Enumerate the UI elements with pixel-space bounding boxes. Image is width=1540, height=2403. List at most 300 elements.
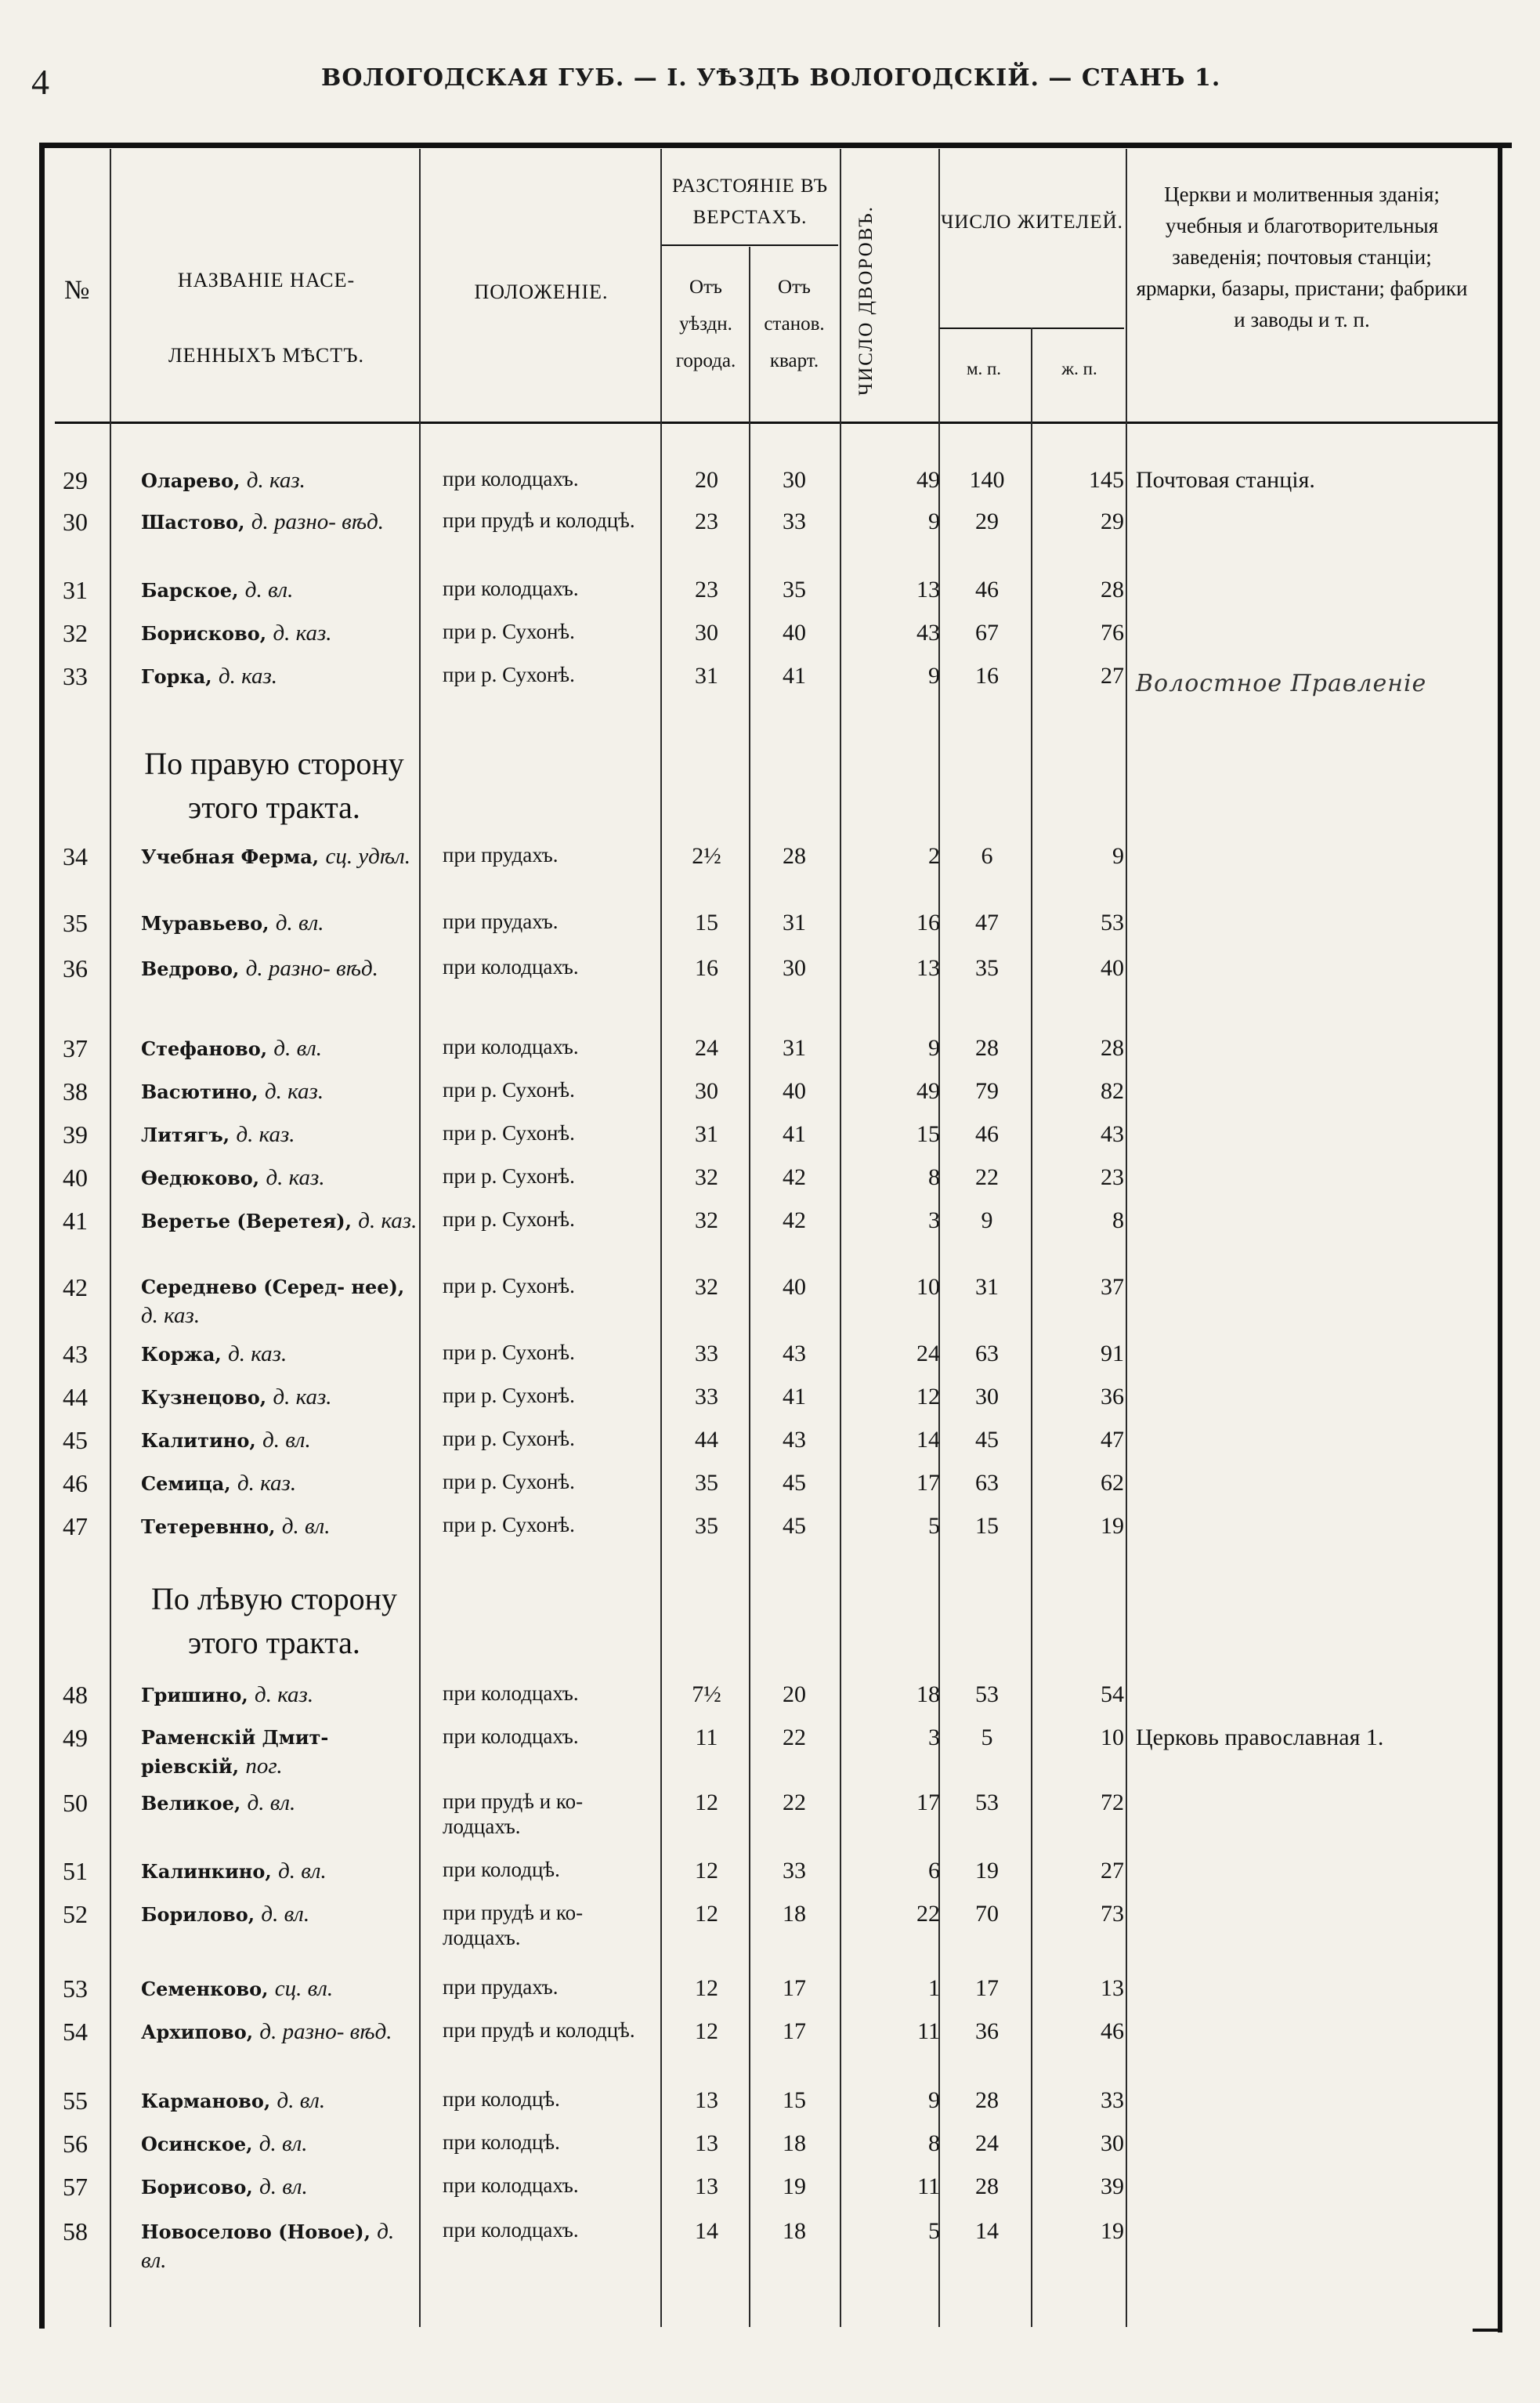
row-number: 33 (63, 662, 88, 690)
distance-rule (662, 244, 838, 246)
row-yards: 9 (928, 663, 940, 689)
row-position: при р. Сухонѣ. (443, 1274, 575, 1297)
row-from-town: 14 (695, 2218, 718, 2244)
row-number: 55 (63, 2086, 88, 2115)
row-male: 35 (975, 955, 999, 981)
row-from-quarter: 31 (783, 1035, 806, 1061)
row-male: 19 (975, 1858, 999, 1884)
row-number: 39 (63, 1120, 88, 1149)
table-row (0, 1512, 1540, 1559)
row-female: 19 (1101, 2218, 1124, 2244)
row-name-text: Осинское, (141, 2133, 259, 2155)
row-kind: д. каз. (255, 1682, 314, 1707)
row-position: при р. Сухонѣ. (443, 1427, 575, 1450)
row-male: 28 (975, 2087, 999, 2113)
row-yards: 5 (928, 1513, 940, 1539)
row-kind: сц. вл. (274, 1976, 334, 2001)
column-header-yards: ЧИСЛО ДВОРОВЪ. (855, 205, 877, 396)
table-row (0, 576, 1540, 623)
row-male: 5 (981, 1724, 993, 1750)
row-male: 47 (975, 910, 999, 936)
column-header-position: ПОЛОЖЕНIЕ. (474, 280, 609, 303)
table-row (0, 1724, 1540, 1779)
row-male: 22 (975, 1164, 999, 1190)
row-from-town: 20 (695, 467, 718, 493)
row-number: 36 (63, 954, 88, 983)
row-male: 14 (975, 2218, 999, 2244)
table-row (0, 1383, 1540, 1430)
row-yards: 15 (916, 1121, 940, 1147)
row-from-quarter: 20 (783, 1681, 806, 1707)
row-name (141, 1120, 419, 1149)
page-header (31, 61, 1535, 108)
row-number: 46 (63, 1469, 88, 1497)
row-from-town: 35 (695, 1513, 718, 1539)
row-yards: 11 (917, 2173, 940, 2199)
table-row (0, 1681, 1540, 1728)
row-female: 27 (1101, 1858, 1124, 1884)
row-position: при колодцѣ. (443, 1858, 560, 1881)
table-bottom-rule (1473, 2329, 1501, 2332)
table-row (0, 842, 1540, 889)
row-male: 29 (975, 508, 999, 534)
table-row (0, 1900, 1540, 1947)
row-number: 54 (63, 2018, 88, 2046)
column-header-male: м. п. (966, 359, 1002, 378)
row-name (141, 2086, 419, 2115)
row-name (141, 2217, 419, 2275)
row-male: 67 (975, 620, 999, 646)
row-from-town: 24 (695, 1035, 718, 1061)
row-kind: д. вл. (244, 577, 294, 603)
table-row (0, 1034, 1540, 1081)
row-name (141, 1077, 419, 1106)
row-female: 39 (1101, 2173, 1124, 2199)
row-female: 54 (1101, 1681, 1124, 1707)
row-from-town: 13 (695, 2087, 718, 2113)
row-yards: 14 (916, 1427, 940, 1453)
row-female: 40 (1101, 955, 1124, 981)
row-kind: пог. (245, 1753, 283, 1779)
row-female: 13 (1101, 1975, 1124, 2001)
row-from-town: 44 (695, 1427, 718, 1453)
row-male: 28 (975, 1035, 999, 1061)
row-yards: 17 (916, 1790, 940, 1815)
row-number: 53 (63, 1974, 88, 2003)
table-row (0, 2086, 1540, 2133)
row-female: 73 (1101, 1901, 1124, 1927)
row-number: 34 (63, 842, 88, 870)
row-from-quarter: 28 (783, 843, 806, 869)
row-position: при прудахъ. (443, 843, 559, 867)
row-male: 46 (975, 577, 999, 603)
table-row (0, 1340, 1540, 1387)
row-female: 91 (1101, 1341, 1124, 1366)
row-position: при колодцахъ. (443, 1724, 579, 1748)
row-name-text: Шастово, (141, 511, 251, 534)
row-kind: д. вл. (273, 1036, 323, 1061)
handwritten-note: Волостное Правленiе (1136, 670, 1427, 697)
row-from-town: 30 (695, 620, 718, 646)
row-from-quarter: 22 (783, 1790, 806, 1815)
row-kind: д. каз. (237, 1471, 297, 1496)
row-yards: 11 (917, 2018, 940, 2044)
row-from-quarter: 18 (783, 2130, 806, 2156)
row-from-quarter: 41 (783, 663, 806, 689)
row-yards: 24 (916, 1341, 940, 1366)
row-name-text: Архипово, (141, 2021, 260, 2043)
row-kind: д. каз. (265, 1079, 324, 1104)
row-yards: 8 (928, 1164, 940, 1190)
row-name-text: Новоселово (Новое), (141, 2220, 378, 2243)
row-kind: д. каз. (358, 1208, 418, 1233)
row-female: 23 (1101, 1164, 1124, 1190)
row-from-quarter: 35 (783, 577, 806, 603)
row-female: 30 (1101, 2130, 1124, 2156)
row-name (141, 842, 419, 871)
row-name (141, 954, 419, 983)
row-number: 29 (63, 466, 88, 494)
table-row (0, 2130, 1540, 2177)
table-row (0, 954, 1540, 1001)
row-from-town: 32 (695, 1164, 718, 1190)
column-header-distance: РАЗСТОЯНIЕ ВЪ ВЕРСТАХЪ. (671, 176, 829, 228)
row-male: 31 (975, 1274, 999, 1300)
row-yards: 49 (916, 1078, 940, 1104)
table-row (0, 1469, 1540, 1516)
row-from-town: 31 (695, 1121, 718, 1147)
row-female: 145 (1089, 467, 1124, 493)
row-from-quarter: 40 (783, 620, 806, 646)
row-name (141, 1273, 419, 1330)
row-yards: 9 (928, 508, 940, 534)
row-number: 49 (63, 1724, 88, 1752)
row-from-town: 32 (695, 1207, 718, 1233)
row-kind: д. разно- вѣд. (245, 956, 378, 981)
row-name (141, 1340, 419, 1369)
table-row (0, 2217, 1540, 2273)
row-yards: 8 (928, 2130, 940, 2156)
row-from-town: 15 (695, 910, 718, 936)
row-name (141, 2130, 419, 2159)
row-yards: 17 (916, 1470, 940, 1496)
row-kind: д. вл. (261, 1902, 310, 1927)
row-yards: 10 (916, 1274, 940, 1300)
row-name (141, 1426, 419, 1455)
row-kind: д. каз. (273, 621, 332, 646)
row-from-quarter: 17 (783, 2018, 806, 2044)
row-yards: 13 (916, 955, 940, 981)
row-from-town: 31 (695, 663, 718, 689)
table-row (0, 2018, 1540, 2065)
row-number: 41 (63, 1207, 88, 1235)
running-title: ВОЛОГОДСКАЯ ГУБ. — I. УѢЗДЪ ВОЛОГОДСКIЙ. — СТАНЪ 1. (321, 64, 1221, 92)
row-name (141, 1724, 419, 1781)
row-name-text: Семица, (141, 1472, 238, 1495)
row-name (141, 1974, 419, 2003)
row-kind: д. вл. (259, 2174, 308, 2199)
row-yards: 3 (928, 1207, 940, 1233)
row-name-text: Горка, (141, 665, 219, 688)
row-from-town: 13 (695, 2130, 718, 2156)
row-position: при колодцѣ. (443, 2130, 560, 2154)
row-name (141, 662, 419, 691)
column-header-from-quarter: Отъ станов. кварт. (764, 277, 825, 371)
row-number: 38 (63, 1077, 88, 1106)
row-name-text: Васютино, (141, 1080, 266, 1103)
row-position: при колодцахъ. (443, 2218, 579, 2242)
column-header-from-town: Отъ уѣздн. города. (675, 277, 736, 371)
column-header-female: ж. п. (1061, 359, 1097, 378)
row-kind: д. вл. (278, 1858, 327, 1884)
row-male: 53 (975, 1790, 999, 1815)
row-kind: д. вл. (277, 2088, 326, 2113)
table-row (0, 508, 1540, 555)
row-kind: д. каз. (236, 1122, 295, 1147)
row-from-quarter: 22 (783, 1724, 806, 1750)
row-from-town: 23 (695, 508, 718, 534)
row-male: 70 (975, 1901, 999, 1927)
table-row (0, 466, 1540, 513)
row-male: 17 (975, 1975, 999, 2001)
row-name-text: Гришино, (141, 1684, 255, 1706)
row-position: при р. Сухонѣ. (443, 1078, 575, 1102)
row-from-town: 30 (695, 1078, 718, 1104)
row-number: 48 (63, 1681, 88, 1709)
row-yards: 3 (928, 1724, 940, 1750)
row-male: 36 (975, 2018, 999, 2044)
row-name (141, 466, 419, 495)
row-kind: д. разно- вѣд. (251, 509, 385, 534)
row-male: 63 (975, 1341, 999, 1366)
table-row (0, 1974, 1540, 2021)
row-position: при прудѣ и ко- лодцахъ. (443, 1901, 584, 1949)
row-position: при прудѣ и колодцѣ. (443, 508, 635, 532)
row-name-text: Борисово, (141, 2176, 260, 2199)
row-from-quarter: 30 (783, 467, 806, 493)
row-number: 52 (63, 1900, 88, 1928)
row-yards: 9 (928, 2087, 940, 2113)
row-from-quarter: 33 (783, 1858, 806, 1884)
row-female: 82 (1101, 1078, 1124, 1104)
row-position: при р. Сухонѣ. (443, 1470, 575, 1493)
row-from-town: 12 (695, 2018, 718, 2044)
row-from-town: 12 (695, 1975, 718, 2001)
row-position: при колодцахъ. (443, 955, 579, 979)
row-position: при р. Сухонѣ. (443, 1164, 575, 1188)
row-from-town: 7½ (692, 1681, 721, 1707)
row-position: при колодцахъ. (443, 1681, 579, 1705)
row-name-text: Ведрово, (141, 957, 246, 980)
row-number: 45 (63, 1426, 88, 1454)
row-number: 57 (63, 2173, 88, 2201)
row-name-text: Учебная Ферма, (141, 845, 326, 868)
table-row (0, 1857, 1540, 1904)
table-row (0, 1273, 1540, 1328)
row-yards: 1 (928, 1975, 940, 2001)
row-from-quarter: 17 (783, 1975, 806, 2001)
table-row (0, 1426, 1540, 1473)
table-row (0, 1164, 1540, 1211)
row-number: 37 (63, 1034, 88, 1062)
row-name (141, 1789, 419, 1818)
row-male: 45 (975, 1427, 999, 1453)
row-name (141, 1857, 419, 1886)
table-row (0, 909, 1540, 956)
row-from-quarter: 40 (783, 1078, 806, 1104)
row-number: 50 (63, 1789, 88, 1817)
row-from-town: 35 (695, 1470, 718, 1496)
row-male: 46 (975, 1121, 999, 1147)
row-kind: д. каз. (273, 1384, 332, 1410)
row-from-town: 16 (695, 955, 718, 981)
row-kind: д. вл. (275, 910, 324, 936)
row-name-text: Тетеревнно, (141, 1515, 282, 1538)
row-position: при прудѣ и колодцѣ. (443, 2018, 635, 2042)
row-name-text: Стефаново, (141, 1037, 274, 1060)
row-from-quarter: 45 (783, 1470, 806, 1496)
row-from-quarter: 41 (783, 1121, 806, 1147)
row-female: 8 (1112, 1207, 1124, 1233)
row-position: при колодцахъ. (443, 1035, 579, 1059)
row-kind: д. каз. (266, 1165, 325, 1190)
row-kind: д. вл. (247, 1790, 296, 1815)
column-header-number: № (64, 276, 90, 305)
row-name-text: Веретье (Веретея), (141, 1210, 359, 1232)
row-position: при р. Сухонѣ. (443, 1384, 575, 1407)
table-row (0, 1077, 1540, 1124)
row-male: 24 (975, 2130, 999, 2156)
row-name-text: Кузнецово, (141, 1386, 273, 1409)
row-from-quarter: 41 (783, 1384, 806, 1410)
row-name-text: Калитино, (141, 1429, 263, 1452)
row-position: при р. Сухонѣ. (443, 1513, 575, 1536)
row-female: 62 (1101, 1470, 1124, 1496)
row-yards: 9 (928, 1035, 940, 1061)
row-female: 37 (1101, 1274, 1124, 1300)
row-name (141, 619, 419, 648)
row-from-quarter: 30 (783, 955, 806, 981)
row-yards: 5 (928, 2218, 940, 2244)
row-female: 47 (1101, 1427, 1124, 1453)
row-name (141, 909, 419, 938)
section-right-side: По правую сторону этого тракта. (144, 746, 404, 825)
row-number: 32 (63, 619, 88, 647)
row-number: 43 (63, 1340, 88, 1368)
row-male: 63 (975, 1470, 999, 1496)
row-name (141, 1164, 419, 1192)
row-from-quarter: 19 (783, 2173, 806, 2199)
column-header-inhabitants: ЧИСЛО ЖИТЕЛЕЙ. (941, 212, 1123, 233)
row-from-town: 12 (695, 1858, 718, 1884)
table-row (0, 662, 1540, 709)
row-male: 28 (975, 2173, 999, 2199)
row-name (141, 1469, 419, 1498)
row-yards: 16 (916, 910, 940, 936)
row-from-quarter: 18 (783, 1901, 806, 1927)
row-position: при колодцѣ. (443, 2087, 560, 2111)
row-from-town: 11 (695, 1724, 718, 1750)
row-position: при р. Сухонѣ. (443, 1121, 575, 1145)
row-female: 28 (1101, 577, 1124, 603)
row-female: 29 (1101, 508, 1124, 534)
row-name-text: Семенково, (141, 1978, 275, 2000)
row-male: 79 (975, 1078, 999, 1104)
row-from-town: 32 (695, 1274, 718, 1300)
row-male: 6 (981, 843, 993, 869)
row-kind: д. разно- вѣд. (259, 2019, 392, 2044)
row-name (141, 1681, 419, 1710)
row-from-town: 33 (695, 1341, 718, 1366)
column-header-notes: Церкви и молитвенныя зданiя; учебныя и благотворительныя заведенiя; почтовыя станцiи; ярмарки, базары, пристани; фабрики и заводы и т. п. (1136, 183, 1468, 331)
row-name (141, 1383, 419, 1412)
table-row (0, 1207, 1540, 1254)
row-number: 42 (63, 1273, 88, 1301)
row-from-quarter: 33 (783, 508, 806, 534)
row-name (141, 508, 419, 537)
row-number: 56 (63, 2130, 88, 2158)
row-from-town: 12 (695, 1790, 718, 1815)
row-name-text: Борилово, (141, 1903, 262, 1926)
row-kind: д. каз. (246, 468, 305, 493)
row-yards: 13 (916, 577, 940, 603)
column-header-name: НАЗВАНIЕ НАСЕ- ЛЕННЫХЪ МѢСТЪ. (168, 269, 365, 367)
table-row (0, 2173, 1540, 2220)
row-name-text: Коржа, (141, 1343, 229, 1366)
row-note: Почтовая станцiя. (1136, 467, 1315, 493)
row-position: при р. Сухонѣ. (443, 1341, 575, 1364)
row-female: 72 (1101, 1790, 1124, 1815)
row-female: 43 (1101, 1121, 1124, 1147)
row-female: 33 (1101, 2087, 1124, 2113)
section-left-side: По лѣвую сторону этого тракта. (150, 1581, 398, 1660)
row-from-quarter: 42 (783, 1164, 806, 1190)
row-from-town: 23 (695, 577, 718, 603)
row-male: 30 (975, 1384, 999, 1410)
row-from-quarter: 15 (783, 2087, 806, 2113)
row-kind: д. каз. (228, 1341, 287, 1366)
row-name-text: Великое, (141, 1792, 248, 1815)
row-male: 140 (969, 467, 1005, 493)
row-position: при прудѣ и ко- лодцахъ. (443, 1790, 584, 1838)
row-position: при колодцахъ. (443, 467, 579, 490)
row-number: 35 (63, 909, 88, 937)
row-from-town: 33 (695, 1384, 718, 1410)
row-male: 15 (975, 1513, 999, 1539)
row-name-text: Борисково, (141, 622, 273, 645)
row-number: 30 (63, 508, 88, 536)
row-from-quarter: 42 (783, 1207, 806, 1233)
row-name (141, 2173, 419, 2202)
row-position: при р. Сухонѣ. (443, 620, 575, 643)
row-from-quarter: 31 (783, 910, 806, 936)
row-kind: д. вл. (141, 2219, 395, 2273)
row-male: 9 (981, 1207, 993, 1233)
row-name-text: Калинкино, (141, 1860, 279, 1883)
row-number: 44 (63, 1383, 88, 1411)
row-yards: 2 (928, 843, 940, 869)
row-female: 19 (1101, 1513, 1124, 1539)
row-name (141, 1207, 419, 1236)
row-female: 10 (1101, 1724, 1124, 1750)
table-row (0, 619, 1540, 666)
row-kind: д. вл. (262, 1428, 311, 1453)
row-name-text: Литягъ, (141, 1124, 237, 1146)
row-position: при прудахъ. (443, 910, 559, 933)
table-row (0, 1789, 1540, 1836)
row-yards: 6 (928, 1858, 940, 1884)
row-yards: 22 (916, 1901, 940, 1927)
